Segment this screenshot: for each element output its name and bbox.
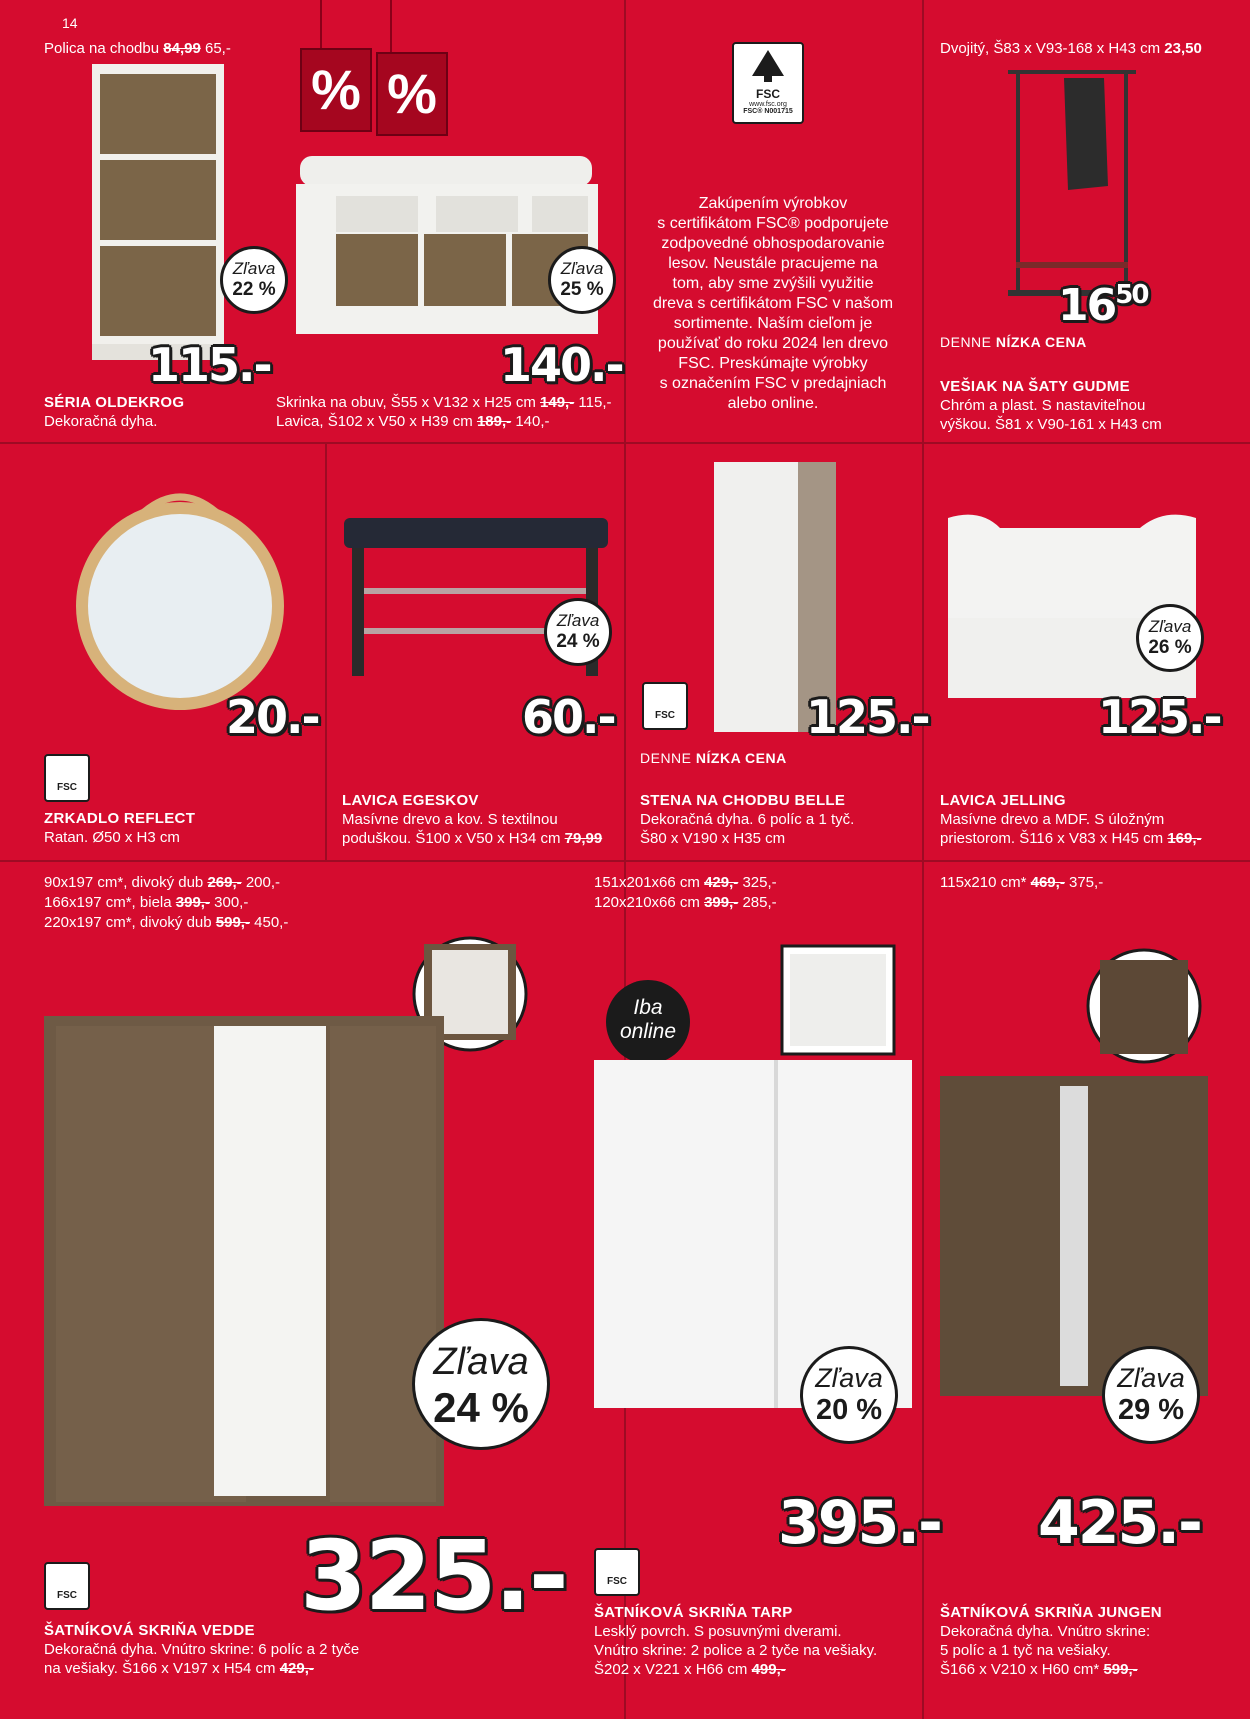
old-price: 79,99 xyxy=(564,830,603,847)
variant-offer xyxy=(44,894,248,912)
fsc-paragraph-line: dreva s certifikátom FSC v našom xyxy=(652,295,894,312)
price: 140.- xyxy=(500,338,623,392)
fsc-paragraph xyxy=(628,194,918,414)
old-price: 189,- xyxy=(476,413,512,430)
fsc-label: FSC xyxy=(607,1576,627,1587)
discount-bubble xyxy=(220,246,288,314)
price: 125.- xyxy=(1098,690,1221,744)
discount-label: Zľava xyxy=(232,259,276,278)
old-price: 499,- xyxy=(751,1661,786,1678)
variant-label: 151x201x66 cm xyxy=(594,874,700,891)
fsc-code: FSC® N001715 xyxy=(743,108,793,115)
price: 395.- xyxy=(778,1488,941,1558)
fsc-paragraph-line: sortimente. Naším cieľom je xyxy=(673,315,873,332)
desc-text: Š202 x V221 x H66 cm xyxy=(594,1661,748,1678)
discount-value: 22 % xyxy=(232,279,276,300)
old-price: 169,- xyxy=(1167,830,1202,847)
discount-bubble xyxy=(544,598,612,666)
old-price: 149,- xyxy=(540,394,575,411)
fsc-logo xyxy=(44,754,90,802)
product-title: LAVICA EGESKOV xyxy=(342,792,479,809)
discount-value: 29 % xyxy=(1117,1394,1185,1426)
product-title: ZRKADLO REFLECT xyxy=(44,810,196,827)
price: 115.- xyxy=(148,338,271,392)
wardrobe-interior-thumbnail xyxy=(780,944,896,1056)
tree-icon xyxy=(748,48,788,84)
old-price: 84,99 xyxy=(163,40,201,57)
product-title: SÉRIA OLDEKROG xyxy=(44,394,185,411)
wardrobe-interior-thumbnail xyxy=(1084,946,1204,1066)
product-desc: Lesklý povrch. S posuvnými dverami. xyxy=(594,1623,842,1640)
new-price: 140,- xyxy=(515,413,550,430)
denne-label: DENNE xyxy=(940,334,992,350)
divider xyxy=(624,0,626,442)
variant-label: 220x197 cm*, divoký dub xyxy=(44,914,212,931)
new-price: 300,- xyxy=(214,894,249,911)
price-cents: 50 xyxy=(1115,280,1148,310)
variant-offer xyxy=(594,894,777,912)
variant-offer xyxy=(940,874,1103,892)
clothes-rack-image xyxy=(1004,66,1140,302)
variant-label: 90x197 cm*, divoký dub xyxy=(44,874,204,891)
offer-label: Skrinka na obuv, Š55 x V132 x H25 cm xyxy=(276,394,536,411)
new-price: 65,- xyxy=(204,40,231,57)
old-price: 269,- xyxy=(207,874,242,891)
discount-label: Zľava xyxy=(1148,617,1192,636)
double-rack-offer xyxy=(940,40,1202,58)
denne-label: DENNE xyxy=(640,750,692,766)
offer-label: Polica na chodbu xyxy=(44,40,160,57)
price: 60.- xyxy=(522,690,615,744)
fsc-paragraph-line: lesov. Neustále pracujeme na xyxy=(668,255,878,272)
fsc-logo xyxy=(594,1548,640,1596)
product-desc: Dekoračná dyha. 6 políc a 1 tyč. xyxy=(640,811,855,828)
price-main: 16 xyxy=(1058,280,1116,331)
fsc-label: FSC xyxy=(756,87,780,101)
variant-offer xyxy=(44,874,280,892)
new-price: 325,- xyxy=(742,874,777,891)
product-title: ŠATNÍKOVÁ SKRIŇA VEDDE xyxy=(44,1622,255,1639)
product-desc: Ratan. Ø50 x H3 cm xyxy=(44,829,180,846)
price: 325.- xyxy=(300,1520,567,1632)
round-mirror-image xyxy=(74,482,286,712)
discount-value: 20 % xyxy=(815,1394,883,1426)
nizka-cena-label: NÍZKA CENA xyxy=(695,750,787,766)
price: 125.- xyxy=(806,690,929,744)
discount-label: Zľava xyxy=(1117,1363,1185,1393)
discount-label: Zľava xyxy=(560,259,604,278)
percent-tag: % xyxy=(376,52,448,136)
variant-offer xyxy=(594,874,777,892)
old-price: 469,- xyxy=(1030,874,1065,891)
vedde-wardrobe-image xyxy=(44,1016,444,1514)
old-price: 599,- xyxy=(1103,1661,1138,1678)
fsc-logo xyxy=(732,42,804,124)
fsc-paragraph-line: tom, aby sme zvýšili využitie xyxy=(672,275,874,292)
fsc-paragraph-line: zodpovedné obhospodarovanie xyxy=(661,235,885,252)
discount-bubble xyxy=(548,246,616,314)
shelf-offer xyxy=(44,40,231,58)
online-line2: online xyxy=(619,1020,677,1043)
product-desc xyxy=(940,830,1202,848)
new-price: 200,- xyxy=(245,874,281,891)
fsc-site: www.fsc.org xyxy=(749,101,787,108)
shoe-cabinet-offer xyxy=(276,394,611,412)
desc-text: poduškou. Š100 x V50 x H34 cm xyxy=(342,830,561,847)
product-desc: Dekoračná dyha. Vnútro skrine: 6 políc a 2 tyče xyxy=(44,1641,360,1658)
fsc-paragraph-line: Zakúpením výrobkov xyxy=(698,195,848,212)
desc-text: Š166 x V210 x H60 cm* xyxy=(940,1661,1100,1678)
divider xyxy=(325,442,327,860)
discount-bubble xyxy=(800,1346,898,1444)
variant-label: 115x210 cm* xyxy=(940,874,1027,891)
old-price: 399,- xyxy=(704,894,739,911)
product-desc xyxy=(940,1661,1138,1679)
bench-offer xyxy=(276,413,550,431)
denne-nizka-cena-badge xyxy=(640,750,787,766)
discount-value: 24 % xyxy=(433,1384,529,1431)
product-title: STENA NA CHODBU BELLE xyxy=(640,792,846,809)
variant-label: 166x197 cm*, biela xyxy=(44,894,172,911)
price: 425.- xyxy=(1038,1488,1201,1558)
product-desc: Vnútro skrine: 2 police a 2 tyče na vešiaky. xyxy=(594,1642,878,1659)
page-number: 14 xyxy=(62,15,78,31)
discount-bubble xyxy=(1136,604,1204,672)
product-desc xyxy=(594,1661,786,1679)
product-desc: Chróm a plast. S nastaviteľnou xyxy=(940,397,1146,414)
discount-label: Zľava xyxy=(556,611,600,630)
product-desc: Dekoračná dyha. xyxy=(44,413,158,430)
old-price: 399,- xyxy=(175,894,210,911)
fsc-label: FSC xyxy=(655,710,675,721)
new-price: 450,- xyxy=(254,914,289,931)
product-desc xyxy=(44,1660,314,1678)
old-price: 429,- xyxy=(704,874,739,891)
online-line1: Iba xyxy=(633,996,663,1019)
discount-label: Zľava xyxy=(433,1341,529,1383)
nizka-cena-label: NÍZKA CENA xyxy=(995,334,1087,350)
discount-bubble xyxy=(412,1318,550,1450)
product-title: LAVICA JELLING xyxy=(940,792,1066,809)
discount-value: 25 % xyxy=(560,279,604,300)
old-price: 599,- xyxy=(215,914,250,931)
fsc-logo xyxy=(642,682,688,730)
price: 20.- xyxy=(226,690,319,744)
product-title: ŠATNÍKOVÁ SKRIŇA TARP xyxy=(594,1604,793,1621)
product-title: VEŠIAK NA ŠATY GUDME xyxy=(940,378,1130,395)
fsc-paragraph-line: s označením FSC v predajniach xyxy=(659,375,887,392)
fsc-paragraph-line: FSC. Preskúmajte výrobky xyxy=(678,355,868,372)
offer-label: Lavica, Š102 x V50 x H39 cm xyxy=(276,413,473,430)
divider xyxy=(922,0,924,1719)
fsc-paragraph-line: alebo online. xyxy=(727,395,819,412)
tag-string xyxy=(320,0,322,52)
product-desc: Masívne drevo a kov. S textilnou xyxy=(342,811,558,828)
discount-value: 26 % xyxy=(1148,637,1192,658)
online-only-badge xyxy=(606,980,690,1064)
variant-label: 120x210x66 cm xyxy=(594,894,700,911)
discount-bubble xyxy=(1102,1346,1200,1444)
offer-label: Dvojitý, Š83 x V93-168 x H43 cm xyxy=(940,40,1161,57)
desc-text: na vešiaky. Š166 x V197 x H54 cm xyxy=(44,1660,276,1677)
new-price: 285,- xyxy=(742,894,777,911)
fsc-paragraph-line: používať do roku 2024 len drevo xyxy=(657,335,889,352)
new-price: 115,- xyxy=(578,394,612,411)
fsc-label: FSC xyxy=(57,782,77,793)
variant-offer xyxy=(44,914,288,932)
product-desc: Š80 x V190 x H35 cm xyxy=(640,830,786,847)
product-desc: 5 políc a 1 tyč na vešiaky. xyxy=(940,1642,1111,1659)
fsc-logo xyxy=(44,1562,90,1610)
discount-label: Zľava xyxy=(815,1363,883,1393)
product-title: ŠATNÍKOVÁ SKRIŇA JUNGEN xyxy=(940,1604,1162,1621)
tag-string xyxy=(390,0,392,52)
desc-text: priestorom. Š116 x V83 x H45 cm xyxy=(940,830,1164,847)
percent-tag: % xyxy=(300,48,372,132)
product-desc: výškou. Š81 x V90-161 x H43 cm xyxy=(940,416,1162,433)
discount-value: 24 % xyxy=(556,631,600,652)
fsc-label: FSC xyxy=(57,1590,77,1601)
product-desc: Dekoračná dyha. Vnútro skrine: xyxy=(940,1623,1151,1640)
oldekrog-cabinet-image xyxy=(92,64,224,360)
denne-nizka-cena-badge xyxy=(940,334,1087,350)
product-desc xyxy=(342,830,602,848)
white-storage-bench-image xyxy=(940,498,1208,708)
product-desc: Masívne drevo a MDF. S úložným xyxy=(940,811,1165,828)
new-price: 375,- xyxy=(1069,874,1104,891)
old-price: 429,- xyxy=(279,1660,314,1677)
shoe-bench-image xyxy=(296,156,598,334)
fsc-paragraph-line: s certifikátom FSC® podporujete xyxy=(657,215,889,232)
new-price: 23,50 xyxy=(1164,40,1202,57)
price xyxy=(1058,280,1147,331)
